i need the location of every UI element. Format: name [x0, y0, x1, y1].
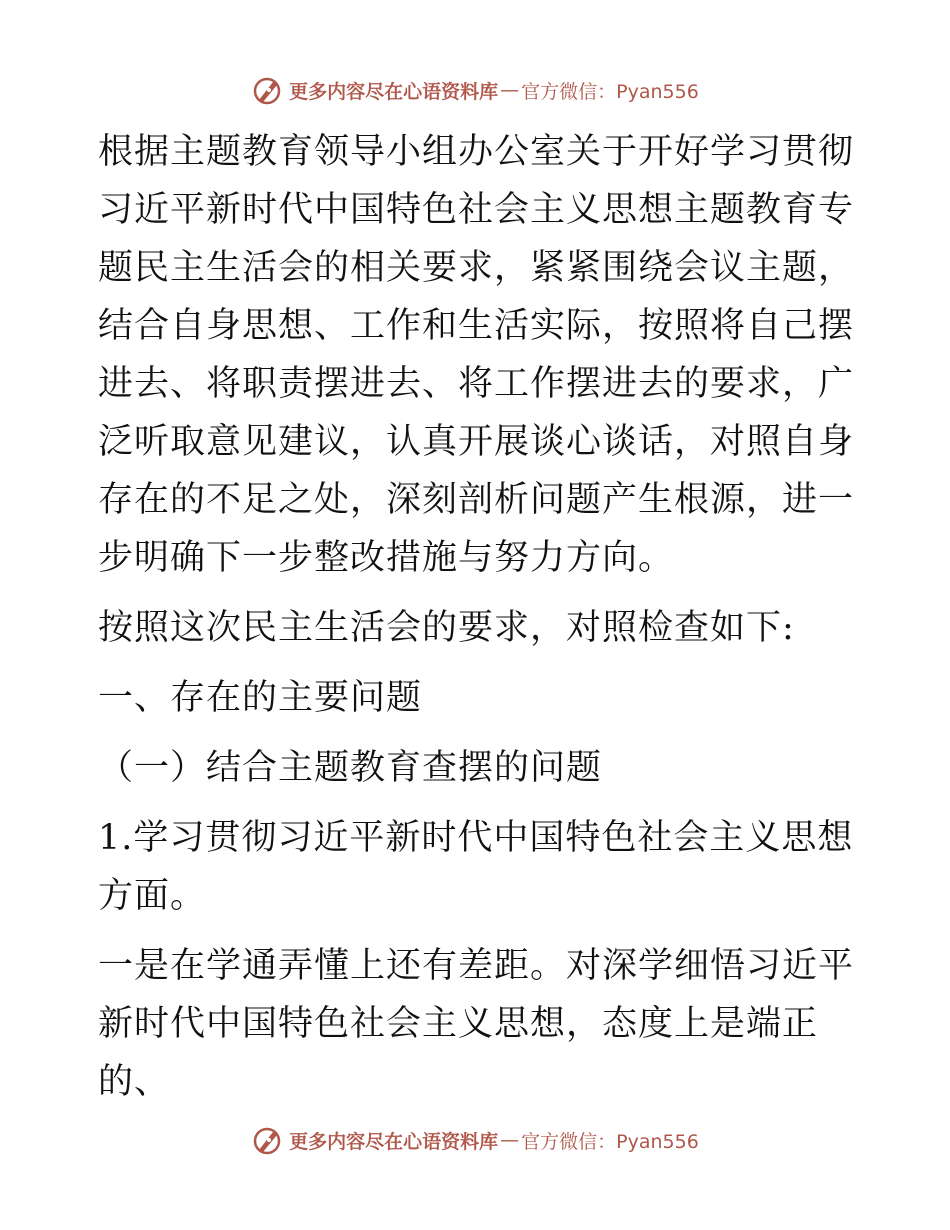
footer-wechat: 官方微信：Pyan556 [521, 1130, 699, 1153]
banner-dash: — [500, 79, 520, 101]
footer-banner [0, 1120, 950, 1160]
point-paragraph: 一是在学通弄懂上还有差距。对深学细悟习近平新时代中国特色社会主义思想，态度上是端正的、 [98, 946, 855, 1102]
footer-title: 更多内容尽在心语资料库 [289, 1130, 499, 1153]
document-body [98, 123, 858, 1111]
subsection-heading: （一）结合主题教育查摆的问题 [98, 748, 603, 788]
header-banner [0, 70, 950, 110]
footer-dash: — [500, 1129, 520, 1151]
banner-title: 更多内容尽在心语资料库 [289, 80, 499, 103]
pen-logo-icon [251, 74, 283, 106]
section-heading: 一、存在的主要问题 [98, 678, 423, 718]
check-paragraph: 按照这次民主生活会的要求，对照检查如下: [98, 608, 795, 648]
intro-paragraph: 根据主题教育领导小组办公室关于开好学习贯彻习近平新时代中国特色社会主义思想主题教育专题民主生活会的相关要求，紧紧围绕会议主题，结合自身思想、工作和生活实际，按照将自己摆进去、将职责摆进去、将工作摆进去的要求，广泛听取意见建议，认真开展谈心谈话，对照自身存在的不足之处，深刻剖析问题产生根源，进一步明确下一步整改措施与努力方向。 [98, 132, 855, 578]
pen-logo-icon [251, 1124, 283, 1156]
item-paragraph: 1.学习贯彻习近平新时代中国特色社会主义思想方面。 [98, 818, 854, 916]
banner-wechat: 官方微信：Pyan556 [521, 80, 699, 103]
